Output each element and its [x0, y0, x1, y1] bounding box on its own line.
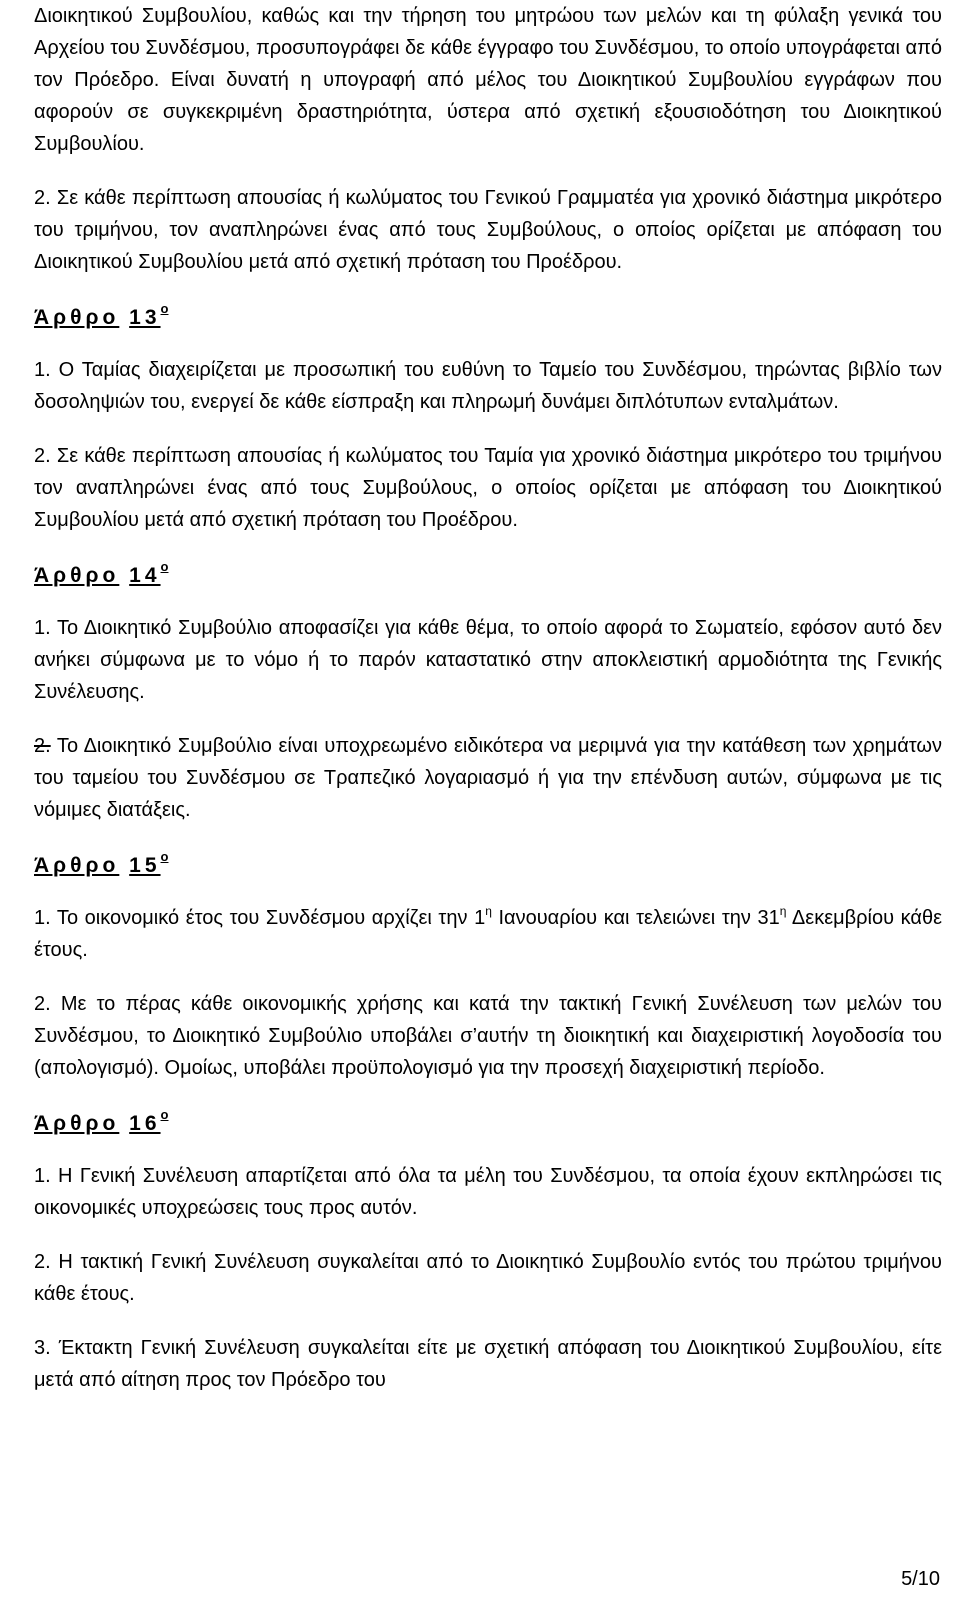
paragraph-article-16-2: 2. Η τακτική Γενική Συνέλευση συγκαλείται από το Διοικητικό Συμβουλίο εντός του πρώτου τριμήνου κάθε έτους. — [34, 1251, 942, 1305]
paragraph-article-15-2: 2. Με το πέρας κάθε οικονομικής χρήσης και κατά την τακτική Γενική Συνέλευση των μελών του Συνδέσμου, το Διοικητικό Συμβούλιο υποβάλει σ’αυτήν τη διοικητική και διαχειριστική λογοδοσία του (απολογισμό). Ομοίως, υποβάλει προϋπολογισμό για την προσεχή διαχειριστική περίοδο. — [34, 993, 942, 1079]
paragraph-intro: Διοικητικού Συμβουλίου, καθώς και την τήρηση του μητρώου των μελών και τη φύλαξη γενικά του Αρχείου του Συνδέσμου, προσυπογράφει δε κάθε έγγραφο του Συνδέσμου, το οποίο υπογράφεται από τον Πρόεδρο. Είναι δυνατή η υπογραφή από μέλος του Διοικητικού Συμβουλίου εγγράφων που αφορούν σε συγκεκριμένη δραστηριότητα, ύστερα από σχετική εξουσιοδότηση του Διοικητικού Συμβουλίου. — [34, 5, 942, 155]
paragraph-secretary-2: 2. Σε κάθε περίπτωση απουσίας ή κωλύματος του Γενικού Γραμματέα για χρονικό διάστημα μικρότερο του τριμήνου, τον αναπληρώνει ένας από τους Συμβούλους, ο οποίος ορίζεται με απόφαση του Διοικητικού Συμβουλίου μετά από σχετική πρόταση του Προέδρου. — [34, 187, 942, 273]
paragraph-article-16-3: 3. Έκτακτη Γενική Συνέλευση συγκαλείται είτε με σχετική απόφαση του Διοικητικού Συμβουλίου, είτε μετά από αίτηση προς τον Πρόεδρο του — [34, 1337, 942, 1391]
page-number: 5/10 — [901, 1568, 940, 1590]
article-15-heading: Άρθρο $15^o$ — [34, 849, 169, 877]
struck-number: 2. — [34, 735, 51, 757]
paragraph-article-14-2: 2. Το Διοικητικό Συμβούλιο είναι υποχρεωμένο ειδικότερα να μεριμνά για την κατάθεση των χρημάτων του ταμείου του Συνδέσμου σε Τραπεζικό λογαριασμό ή για την επένδυση αυτών, σύμφωνα με τις νόμιμες διατάξεις. — [34, 735, 942, 821]
paragraph-article-13-2: 2. Σε κάθε περίπτωση απουσίας ή κωλύματος του Ταμία για χρονικό διάστημα μικρότερο του τριμήνου τον αναπληρώνει ένας από τους Συμβούλους, ο οποίος ορίζεται με απόφαση του Διοικητικού Συμβουλίου μετά από σχετική πρόταση του Προέδρου. — [34, 445, 942, 531]
paragraph-article-14-1: 1. Το Διοικητικό Συμβούλιο αποφασίζει για κάθε θέμα, το οποίο αφορά το Σωματείο, εφόσον αυτό δεν ανήκει σύμφωνα με το νόμο ή το παρόν καταστατικό στην αποκλειστική αρμοδιότητα της Γενικής Συνέλευσης. — [34, 617, 942, 703]
paragraph-article-13-1: 1. Ο Ταμίας διαχειρίζεται με προσωπική του ευθύνη το Ταμείο του Συνδέσμου, τηρώντας βιβλίο των δοσοληψιών του, ενεργεί δε κάθε είσπραξη και πληρωμή δυνάμει διπλότυπων ενταλμάτων. — [34, 359, 942, 413]
document-page — [34, 0, 942, 1396]
paragraph-article-16-1: 1. Η Γενική Συνέλευση απαρτίζεται από όλα τα μέλη του Συνδέσμου, τα οποία έχουν εκπληρώσει τις οικονομικές υποχρεώσεις τους προς αυτόν. — [34, 1165, 942, 1219]
article-13-heading: Άρθρο $13^o$ — [34, 301, 169, 329]
article-16-heading: Άρθρο $16^o$ — [34, 1107, 169, 1135]
paragraph-article-15-1: 1. Το οικονομικό έτος του Συνδέσμου αρχίζει την $1^\eta$ Ιανουαρίου και τελειώνει την $31^\eta$ Δεκεμβρίου κάθε έτους. — [34, 904, 942, 961]
article-14-heading: Άρθρο $14^o$ — [34, 559, 169, 587]
